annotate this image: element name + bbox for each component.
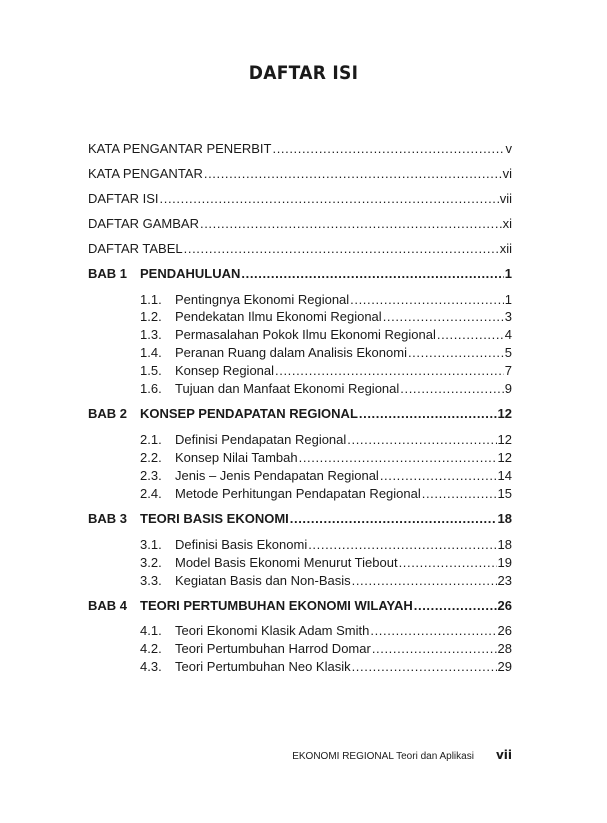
chapter-number: BAB 1 (88, 266, 128, 281)
leader-dots (400, 381, 503, 396)
section-title: Teori Ekonomi Klasik Adam Smith (175, 623, 370, 638)
leader-dots (422, 486, 497, 501)
toc-section-3-2[interactable] (140, 555, 512, 570)
toc-chapter-1[interactable] (88, 266, 512, 281)
toc-section-2-2[interactable] (140, 450, 512, 465)
leader-dots (352, 659, 497, 674)
section-page: 19 (497, 555, 512, 570)
section-title: Teori Pertumbuhan Harrod Domar (175, 641, 371, 656)
toc-entry-page: xii (499, 241, 512, 256)
section-number: 1.6. (140, 381, 162, 396)
toc-entry-label: DAFTAR TABEL (88, 241, 183, 256)
leader-dots (414, 598, 497, 613)
toc-section-4-1[interactable] (140, 623, 512, 638)
section-number: 1.4. (140, 345, 162, 360)
leader-dots (275, 363, 504, 378)
leader-dots (352, 573, 497, 588)
leader-dots (372, 641, 497, 656)
section-page: 14 (497, 468, 512, 483)
section-page: 3 (504, 309, 512, 324)
section-page: 7 (504, 363, 512, 378)
leader-dots (241, 266, 503, 281)
section-title: Pendekatan Ilmu Ekonomi Regional (175, 309, 382, 324)
leader-dots (359, 406, 497, 421)
section-number: 4.3. (140, 659, 162, 674)
section-number: 2.4. (140, 486, 162, 501)
section-title: Konsep Nilai Tambah (175, 450, 298, 465)
section-number: 1.5. (140, 363, 162, 378)
chapter-page: 12 (497, 406, 512, 421)
leader-dots (290, 511, 497, 526)
chapter-number: BAB 3 (88, 511, 128, 526)
page-footer (292, 748, 512, 762)
chapter-number: BAB 4 (88, 598, 128, 613)
section-title: Peranan Ruang dalam Analisis Ekonomi (175, 345, 407, 360)
section-number: 2.3. (140, 468, 162, 483)
toc-section-1-1[interactable] (140, 292, 512, 307)
toc-chapter-4[interactable] (88, 598, 512, 613)
section-title: Jenis – Jenis Pendapatan Regional (175, 468, 379, 483)
section-title: Kegiatan Basis dan Non-Basis (175, 573, 351, 588)
section-title: Definisi Pendapatan Regional (175, 432, 347, 447)
section-page: 4 (504, 327, 512, 342)
toc-entry-kata-pengantar[interactable] (88, 166, 512, 181)
section-page: 12 (497, 432, 512, 447)
leader-dots (370, 623, 496, 638)
section-number: 2.2. (140, 450, 162, 465)
section-number: 3.1. (140, 537, 162, 552)
section-page: 15 (497, 486, 512, 501)
chapter-page: 18 (497, 511, 512, 526)
section-number: 1.2. (140, 309, 162, 324)
section-number: 1.3. (140, 327, 162, 342)
page-title: DAFTAR ISI (248, 62, 359, 84)
leader-dots (383, 309, 504, 324)
section-number: 3.3. (140, 573, 162, 588)
section-title: Permasalahan Pokok Ilmu Ekonomi Regional (175, 327, 436, 342)
section-page: 26 (497, 623, 512, 638)
section-page: 5 (504, 345, 512, 360)
leader-dots (380, 468, 497, 483)
section-page: 18 (497, 537, 512, 552)
toc-entry-page: vi (502, 166, 512, 181)
page-number: vii (495, 748, 512, 762)
toc-entry-daftar-tabel[interactable] (88, 241, 512, 256)
section-page: 28 (497, 641, 512, 656)
leader-dots (399, 555, 497, 570)
toc-entry-label: DAFTAR GAMBAR (88, 216, 199, 231)
section-number: 4.1. (140, 623, 162, 638)
toc-entry-daftar-isi[interactable] (88, 191, 512, 206)
chapter-title: PENDAHULUAN (140, 266, 241, 281)
section-title: Tujuan dan Manfaat Ekonomi Regional (175, 381, 400, 396)
leader-dots (437, 327, 504, 342)
toc-section-3-1[interactable] (140, 537, 512, 552)
leader-dots (299, 450, 497, 465)
section-title: Metode Perhitungan Pendapatan Regional (175, 486, 421, 501)
toc-chapter-2[interactable] (88, 406, 512, 421)
section-title: Definisi Basis Ekonomi (175, 537, 308, 552)
toc-section-2-3[interactable] (140, 468, 512, 483)
section-title: Konsep Regional (175, 363, 275, 378)
toc-section-3-3[interactable] (140, 573, 512, 588)
running-title: EKONOMI REGIONAL Teori dan Aplikasi (292, 751, 474, 762)
section-number: 1.1. (140, 292, 162, 307)
toc-section-4-3[interactable] (140, 659, 512, 674)
section-number: 4.2. (140, 641, 162, 656)
chapter-page: 1 (504, 266, 512, 281)
leader-dots (160, 191, 499, 206)
leader-dots (308, 537, 496, 552)
toc-entry-label: DAFTAR ISI (88, 191, 159, 206)
toc-entry-label: KATA PENGANTAR (88, 166, 203, 181)
section-page: 29 (497, 659, 512, 674)
section-page: 23 (497, 573, 512, 588)
leader-dots (408, 345, 504, 360)
toc-section-2-4[interactable] (140, 486, 512, 501)
toc-entry-page: xi (502, 216, 512, 231)
toc-section-1-6[interactable] (140, 381, 512, 396)
toc-section-1-5[interactable] (140, 363, 512, 378)
section-title: Teori Pertumbuhan Neo Klasik (175, 659, 351, 674)
chapter-title: KONSEP PENDAPATAN REGIONAL (140, 406, 358, 421)
leader-dots (204, 166, 502, 181)
toc-section-1-4[interactable] (140, 345, 512, 360)
section-number: 2.1. (140, 432, 162, 447)
toc-entry-daftar-gambar[interactable] (88, 216, 512, 231)
leader-dots (272, 141, 504, 156)
toc-section-2-1[interactable] (140, 432, 512, 447)
chapter-title: TEORI BASIS EKONOMI (140, 511, 289, 526)
section-title: Pentingnya Ekonomi Regional (175, 292, 350, 307)
toc-chapter-3[interactable] (88, 511, 512, 526)
chapter-title: TEORI PERTUMBUHAN EKONOMI WILAYAH (140, 598, 413, 613)
leader-dots (200, 216, 502, 231)
chapter-number: BAB 2 (88, 406, 128, 421)
section-number: 3.2. (140, 555, 162, 570)
toc-entry-page: vii (499, 191, 512, 206)
chapter-page: 26 (497, 598, 512, 613)
section-page: 9 (504, 381, 512, 396)
toc-section-4-2[interactable] (140, 641, 512, 656)
toc-entry-label: KATA PENGANTAR PENERBIT (88, 141, 272, 156)
section-page: 12 (497, 450, 512, 465)
toc-section-1-2[interactable] (140, 309, 512, 324)
leader-dots (184, 241, 499, 256)
section-title: Model Basis Ekonomi Menurut Tiebout (175, 555, 398, 570)
leader-dots (350, 292, 504, 307)
toc-entry-kata-pengantar-penerbit[interactable] (88, 141, 512, 156)
toc-entry-page: v (505, 141, 512, 156)
section-page: 1 (504, 292, 512, 307)
toc-section-1-3[interactable] (140, 327, 512, 342)
leader-dots (347, 432, 496, 447)
